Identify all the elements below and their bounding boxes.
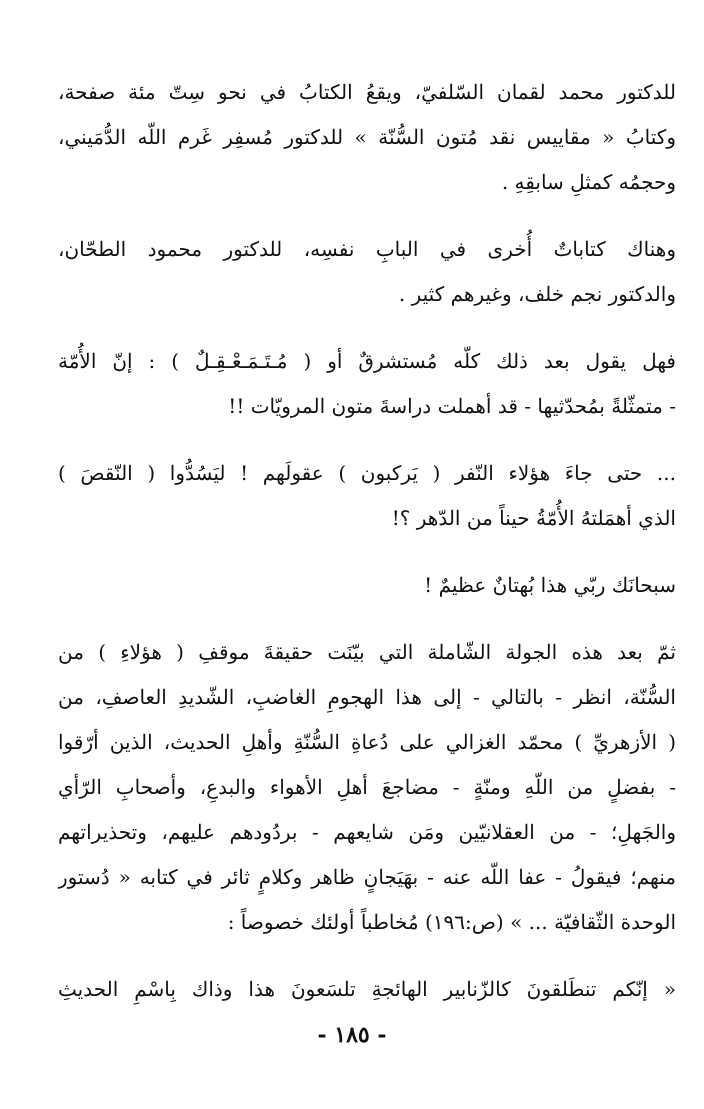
text-line: السُّنّة، انظر - بالتالي - إلى هذا الهجومِ الغاضبِ، الشّديدِ العاصفِ، من bbox=[58, 685, 676, 709]
paragraph-book-references bbox=[58, 70, 676, 205]
text-line: للدكتور محمد لقمان السّلفيّ، ويقعُ الكتابُ في نحو سِتّ مئة صفحة، bbox=[58, 80, 676, 104]
page-number: - ١٨٥ - bbox=[317, 1022, 387, 1048]
text-line: - متمثّلةً بمُحدّثيها - قد أهملت دراسةَ متون المرويّات !! bbox=[228, 394, 676, 418]
text-line: فهل يقول بعد ذلك كلّه مُستشرقٌ أو ( مُـتَـمَـعْـقِـلٌ ) : إنّ الأُمّة bbox=[58, 349, 676, 373]
text-line: وكتابُ « مقاييس نقد مُتون السُّنّة » للدكتور مُسفِر غَرم اللّه الدُّمَيني، bbox=[58, 125, 676, 149]
page-body bbox=[58, 70, 676, 1034]
text-line: - بفضلٍ من اللّهِ ومنّةٍ - مضاجعَ أهلِ الأهواء والبدعِ، وأصحابِ الرّأي bbox=[58, 775, 676, 799]
text-line: منهم؛ فيقولُ - عفا اللّه عنه - بهَيَجانٍ ظاهر وكلامٍ ثائر في كتابه « دُستور bbox=[58, 865, 676, 889]
text-line: ... حتى جاءَ هؤلاء النّفر ( يَركبون ) عقولَهم ! ليَسُدُّوا ( النّقصَ ) bbox=[58, 461, 676, 485]
text-line: الذي أهمَلتهُ الأُمّةُ حيناً من الدّهر ؟! bbox=[391, 506, 676, 530]
text-line: والدكتور نجم خلف، وغيرهم كثير . bbox=[398, 282, 676, 306]
text-line: وحجمُه كمثلِ سابقِهِ . bbox=[501, 170, 676, 194]
paragraph-until bbox=[58, 451, 676, 541]
paragraph-question bbox=[58, 339, 676, 429]
text-line: « إنّكم تنطَلقونَ كالزّنابير الهائجةِ تلسَعونَ هذا وذاك بِاسْمِ الحديثِ bbox=[58, 977, 676, 1001]
paragraph-ghazali bbox=[58, 630, 676, 945]
text-line: سبحانَك ربّي هذا بُهتانٌ عظيمٌ ! bbox=[424, 573, 676, 597]
text-line: ثمّ بعد هذه الجولة الشّاملة التي بيّنَت حقيقةَ موقفِ ( هؤلاءِ ) من bbox=[58, 640, 676, 664]
text-line: والجَهلِ؛ - من العقلانيّين ومَن شايعهم - بردُودهم عليهم، وتحذيراتهم bbox=[58, 820, 676, 844]
paragraph-quote bbox=[58, 967, 676, 1012]
text-line: ( الأزهريِّ ) محمّد الغزالي على دُعاةِ السُّنّةِ وأهلِ الحديث، الذين أرّقوا bbox=[58, 730, 676, 754]
paragraph-other-writings bbox=[58, 227, 676, 317]
paragraph-exclamation bbox=[58, 563, 676, 608]
text-line: الوحدة الثّقافيّة ... » (ص:١٩٦) مُخاطباً أولئك خصوصاً : bbox=[227, 910, 676, 934]
text-line: وهناك كتاباتٌ أُخرى في البابِ نفسِه، للدكتور محمود الطحّان، bbox=[58, 237, 676, 261]
